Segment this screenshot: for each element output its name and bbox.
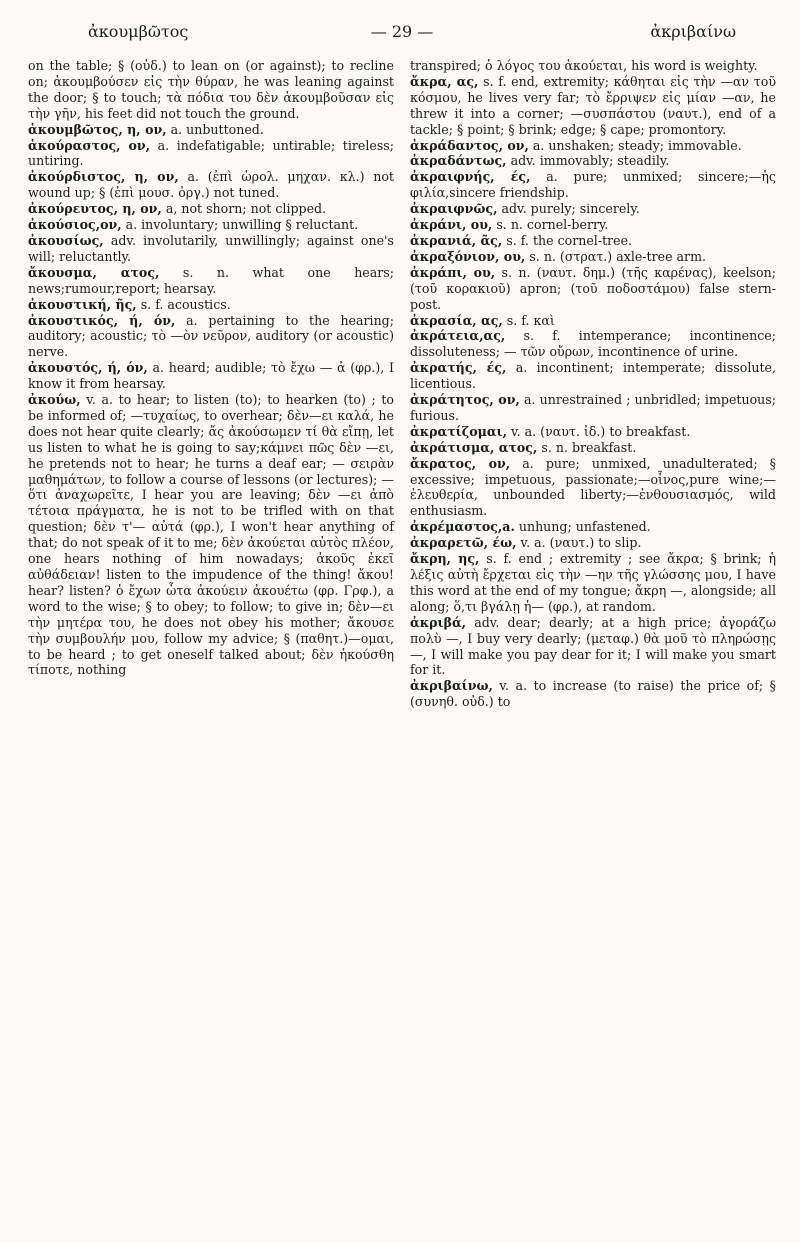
dictionary-entry [28,297,394,313]
left-column [28,58,394,710]
entry-definition: a. pure; unmixed; sincere;—ἡς φιλία,sincere friendship. [410,169,776,201]
dictionary-entry [410,678,776,710]
dictionary-entry [410,535,776,551]
header-right-guide-word: ἀκριβαίνω [650,22,736,41]
entry-definition: a. indefatigable; untirable; tireless; untiring. [28,137,394,169]
entry-definition: s. f. intemperance; incontinence; dissoluteness; — τῶν οὔρων, incontinence of urine. [410,328,776,360]
entry-headword: ἀκράνι, ου, [410,217,493,233]
dictionary-entry [410,138,776,154]
entry-headword: ἀκρανιά, ᾶς, [410,232,503,248]
entry-headword: ἀκριβαίνω, [410,678,493,694]
entry-headword: ἀκράτητος, ον, [410,392,520,408]
entry-headword: ἀκούω, [28,392,81,408]
entry-headword: ἀκραξόνιον, ου, [410,248,526,264]
page-number: — 29 — [370,22,434,41]
entry-definition: a. incontinent; intemperate; dissolute, licentious. [410,360,776,392]
entry-definition: s. f. end ; extremity ; see ἄκρα; § brink; ἡ λέξις αὐτὴ ἔρχεται εἰς τὴν —ην τῆς γλώσσης μου, I have this word at the end of my tongue; ἄκρη —, alongside; all along; ὅ,τι βγάλῃ ἡ— (φρ.), at random. [410,551,776,614]
dictionary-entry [410,392,776,424]
dictionary-entry [410,233,776,249]
dictionary-entry [410,519,776,535]
entry-definition: v. a. (ναυτ. ἰδ.) to breakfast. [511,423,691,439]
entry-headword: ἀκούρευτος, η, ον, [28,201,162,217]
entry-definition: v. a. (ναυτ.) to slip. [520,535,642,551]
entry-headword: ἀκραρετῶ, έω, [410,535,517,551]
entry-definition: s. n. breakfast. [541,439,637,455]
entry-definition: a, not shorn; not clipped. [165,201,327,217]
dictionary-entry [410,153,776,169]
dictionary-entry [28,265,394,297]
entry-definition: v. a. to increase (to raise) the price of; § (συνηθ. οὐδ.) to [410,678,776,710]
entry-headword: ἀκρατής, ές, [410,360,507,376]
entry-headword: ἄκρα, ας, [410,73,479,89]
entry-definition: s. n. (στρατ.) axle-tree arm. [529,248,707,264]
entry-definition: a. unrestrained ; unbridled; impetuous; furious. [410,392,776,423]
entry-headword: ἄκρατος, ον, [410,455,511,471]
dictionary-entry [28,58,394,122]
right-column [410,58,776,710]
entry-definition: s. f. acoustics. [140,296,231,312]
entry-definition: a. unshaken; steady; immovable. [532,137,742,153]
entry-definition: adv. purely; sincerely. [501,201,640,217]
entry-definition: a. involuntary; unwilling § reluctant. [125,217,359,233]
dictionary-entry [28,169,394,201]
dictionary-entry [410,328,776,360]
entry-headword: ἀκουμβῶτος, η, ον, [28,121,167,137]
entry-headword: ἀκουστικός, ή, όν, [28,312,176,328]
entry-headword: ἀκρέμαστος,a. [410,519,515,535]
entry-definition: adv. immovably; steadily. [510,153,670,169]
entry-definition: unhung; unfastened. [518,519,651,535]
entry-definition: a. pertaining to the hearing; auditory; acoustic; τὸ —ὸν νεῦρον, auditory (or acoustic) nerve. [28,312,394,360]
entry-definition: s. f. end, extremity; κάθηται εἰς τὴν —αν τοῦ κόσμου, he lives very far; τὸ ἔρριψεν εἰς μίαν —αν, he threw it into a corner; —συσπάστου (ναυτ.), end of a tackle; § point; § brink; edge; § cape; promontory. [410,73,776,137]
entry-headword: ἀκριβά, [410,614,467,630]
dictionary-entry [410,58,776,74]
dictionary-entry [410,74,776,138]
entry-headword: ἀκραιφνῶς, [410,201,498,217]
dictionary-entry [410,313,776,329]
entry-headword: ἀκράπι, ου, [410,264,496,280]
dictionary-entry [28,313,394,361]
entry-headword: ἀκουστική, ῆς, [28,296,137,312]
entry-headword: ἀκούσιος,ον, [28,217,122,233]
entry-headword: ἀκραιφνής, ές, [410,169,531,185]
entry-headword: ἀκρασία, ας, [410,312,503,328]
dictionary-entry [410,424,776,440]
header-left-guide-word: ἀκουμβῶτος [88,22,189,41]
entry-definition: s. n. cornel-berry. [496,217,609,233]
entry-headword: ἀκούρδιστος, η, ον, [28,169,179,185]
dictionary-entry [410,265,776,313]
dictionary-entry [28,201,394,217]
dictionary-entry [410,249,776,265]
dictionary-entry [28,360,394,392]
entry-headword: ἀκραδάντως, [410,153,507,169]
entry-headword: ἀκουστός, ή, όν, [28,360,148,376]
entry-definition: s. f. the cornel-tree. [506,232,633,248]
dictionary-entry [410,217,776,233]
dictionary-entry [410,360,776,392]
entry-definition: v. a. to hear; to listen (to); to hearken (to) ; to be informed of; —τυχαίως, to overhear; δὲν—ει καλά, he does not hear quite clearly; ἄς ἀκούσωμεν τί θὰ εἴπῃ, let us listen to what he is going to say;κάμνει πῶς δὲν —ει, he pretends not to hear; he turns a deaf ear; — σειρὰν μαθημάτων, to follow a course of lessons (or lectures); — ὅτι ἀναχωρεῖτε, I hear you are leaving; δὲν —ει ἀπὸ τέτοια πράγματα, he is not to be trifled with on that question; δὲν τ'— αὐτά (φρ.), I won't hear anything of that; do not speak of it to me; δὲν ἀκούεται αὐτὸς πλέον, one hears nothing of him nowadays; ἀκοῦς ἐκεῖ αὐθάδειαν! listen to the impudence of the thing! ἄκου! hear? listen? ὁ ἔχων ὦτα ἀκούειν ἀκουέτω (φρ. Γρφ.), a word to the wise; § to obey; to follow; to give in; δὲν—ει τὴν μητέρα του, he does not obey his mother; ἄκουσε τὴν συμβουλήν μου, follow my advice; § (παθητ.)—ομαι, to be heard ; to get oneself talked about; δὲν ἠκούσθη τίποτε, nothing [28,392,394,678]
entry-definition: adv. involutarily, unwillingly; against one's will; reluctantly. [28,232,394,264]
page-header [28,22,776,52]
entry-definition: transpired; ὁ λόγος του ἀκούεται, his word is weighty. [410,58,758,73]
columns [28,58,776,710]
entry-definition: s. n. (ναυτ. δημ.) (τῆς καρένας), keelson; (τοῦ κορακιοῦ) apron; (τοῦ ποδοστάμου) false stern-post. [410,264,776,312]
entry-headword: ἀκούραστος, ον, [28,137,151,153]
dictionary-entry [410,201,776,217]
entry-definition: a. heard; audible; τὸ ἔχω — ἀ (φρ.), I know it from hearsay. [28,360,394,392]
entry-headword: ἀκουσίως, [28,232,104,248]
dictionary-entry [28,217,394,233]
entry-headword: ἀκρατίζομαι, [410,423,508,439]
entry-definition: s. f. καὶ [506,312,555,328]
entry-definition: a. pure; unmixed, unadulterated; § excessive; impetuous, passionate;—οἶνος,pure wine;—ἐλευθερία, unbounded liberty;—ἐνθουσιασμός, wild enthusiasm. [410,455,776,519]
dictionary-entry [410,615,776,679]
entry-headword: ἀκράδαντος, ον, [410,137,529,153]
entry-headword: ἀκράτισμα, ατος, [410,439,538,455]
entry-headword: ἀκράτεια,ας, [410,328,506,344]
dictionary-entry [410,456,776,520]
dictionary-entry [410,440,776,456]
dictionary-entry [28,392,394,678]
dictionary-entry [28,122,394,138]
entry-definition: a. unbuttoned. [170,121,264,137]
dictionary-entry [28,138,394,170]
entry-headword: ἄκρη, ης, [410,551,480,567]
dictionary-entry [410,169,776,201]
entry-definition: s. n. what one hears; news;rumour,report; hearsay. [28,264,394,296]
entry-definition: a. (ἐπὶ ὡρολ. μηχαν. κλ.) not wound up; § (ἐπὶ μουσ. ὀργ.) not tuned. [28,169,394,201]
entry-definition: on the table; § (οὐδ.) to lean on (or against); to recline on; ἀκουμβούσεν εἰς τὴν θύραν, he was leaning against the door; § to touch; τὰ πόδια του δὲν ἀκουμβοῦσαν εἰς τὴν γῆν, his feet did not touch the ground. [28,58,394,121]
entry-definition: adv. dear; dearly; at a high price; ἀγοράζω πολὺ —, I buy very dearly; (μεταφ.) θὰ μοῦ τὸ πληρώσῃς —, I will make you pay dear for it; I will make you smart for it. [410,614,776,678]
dictionary-entry [410,551,776,615]
dictionary-entry [28,233,394,265]
entry-headword: ἄκουσμα, ατος, [28,264,160,280]
